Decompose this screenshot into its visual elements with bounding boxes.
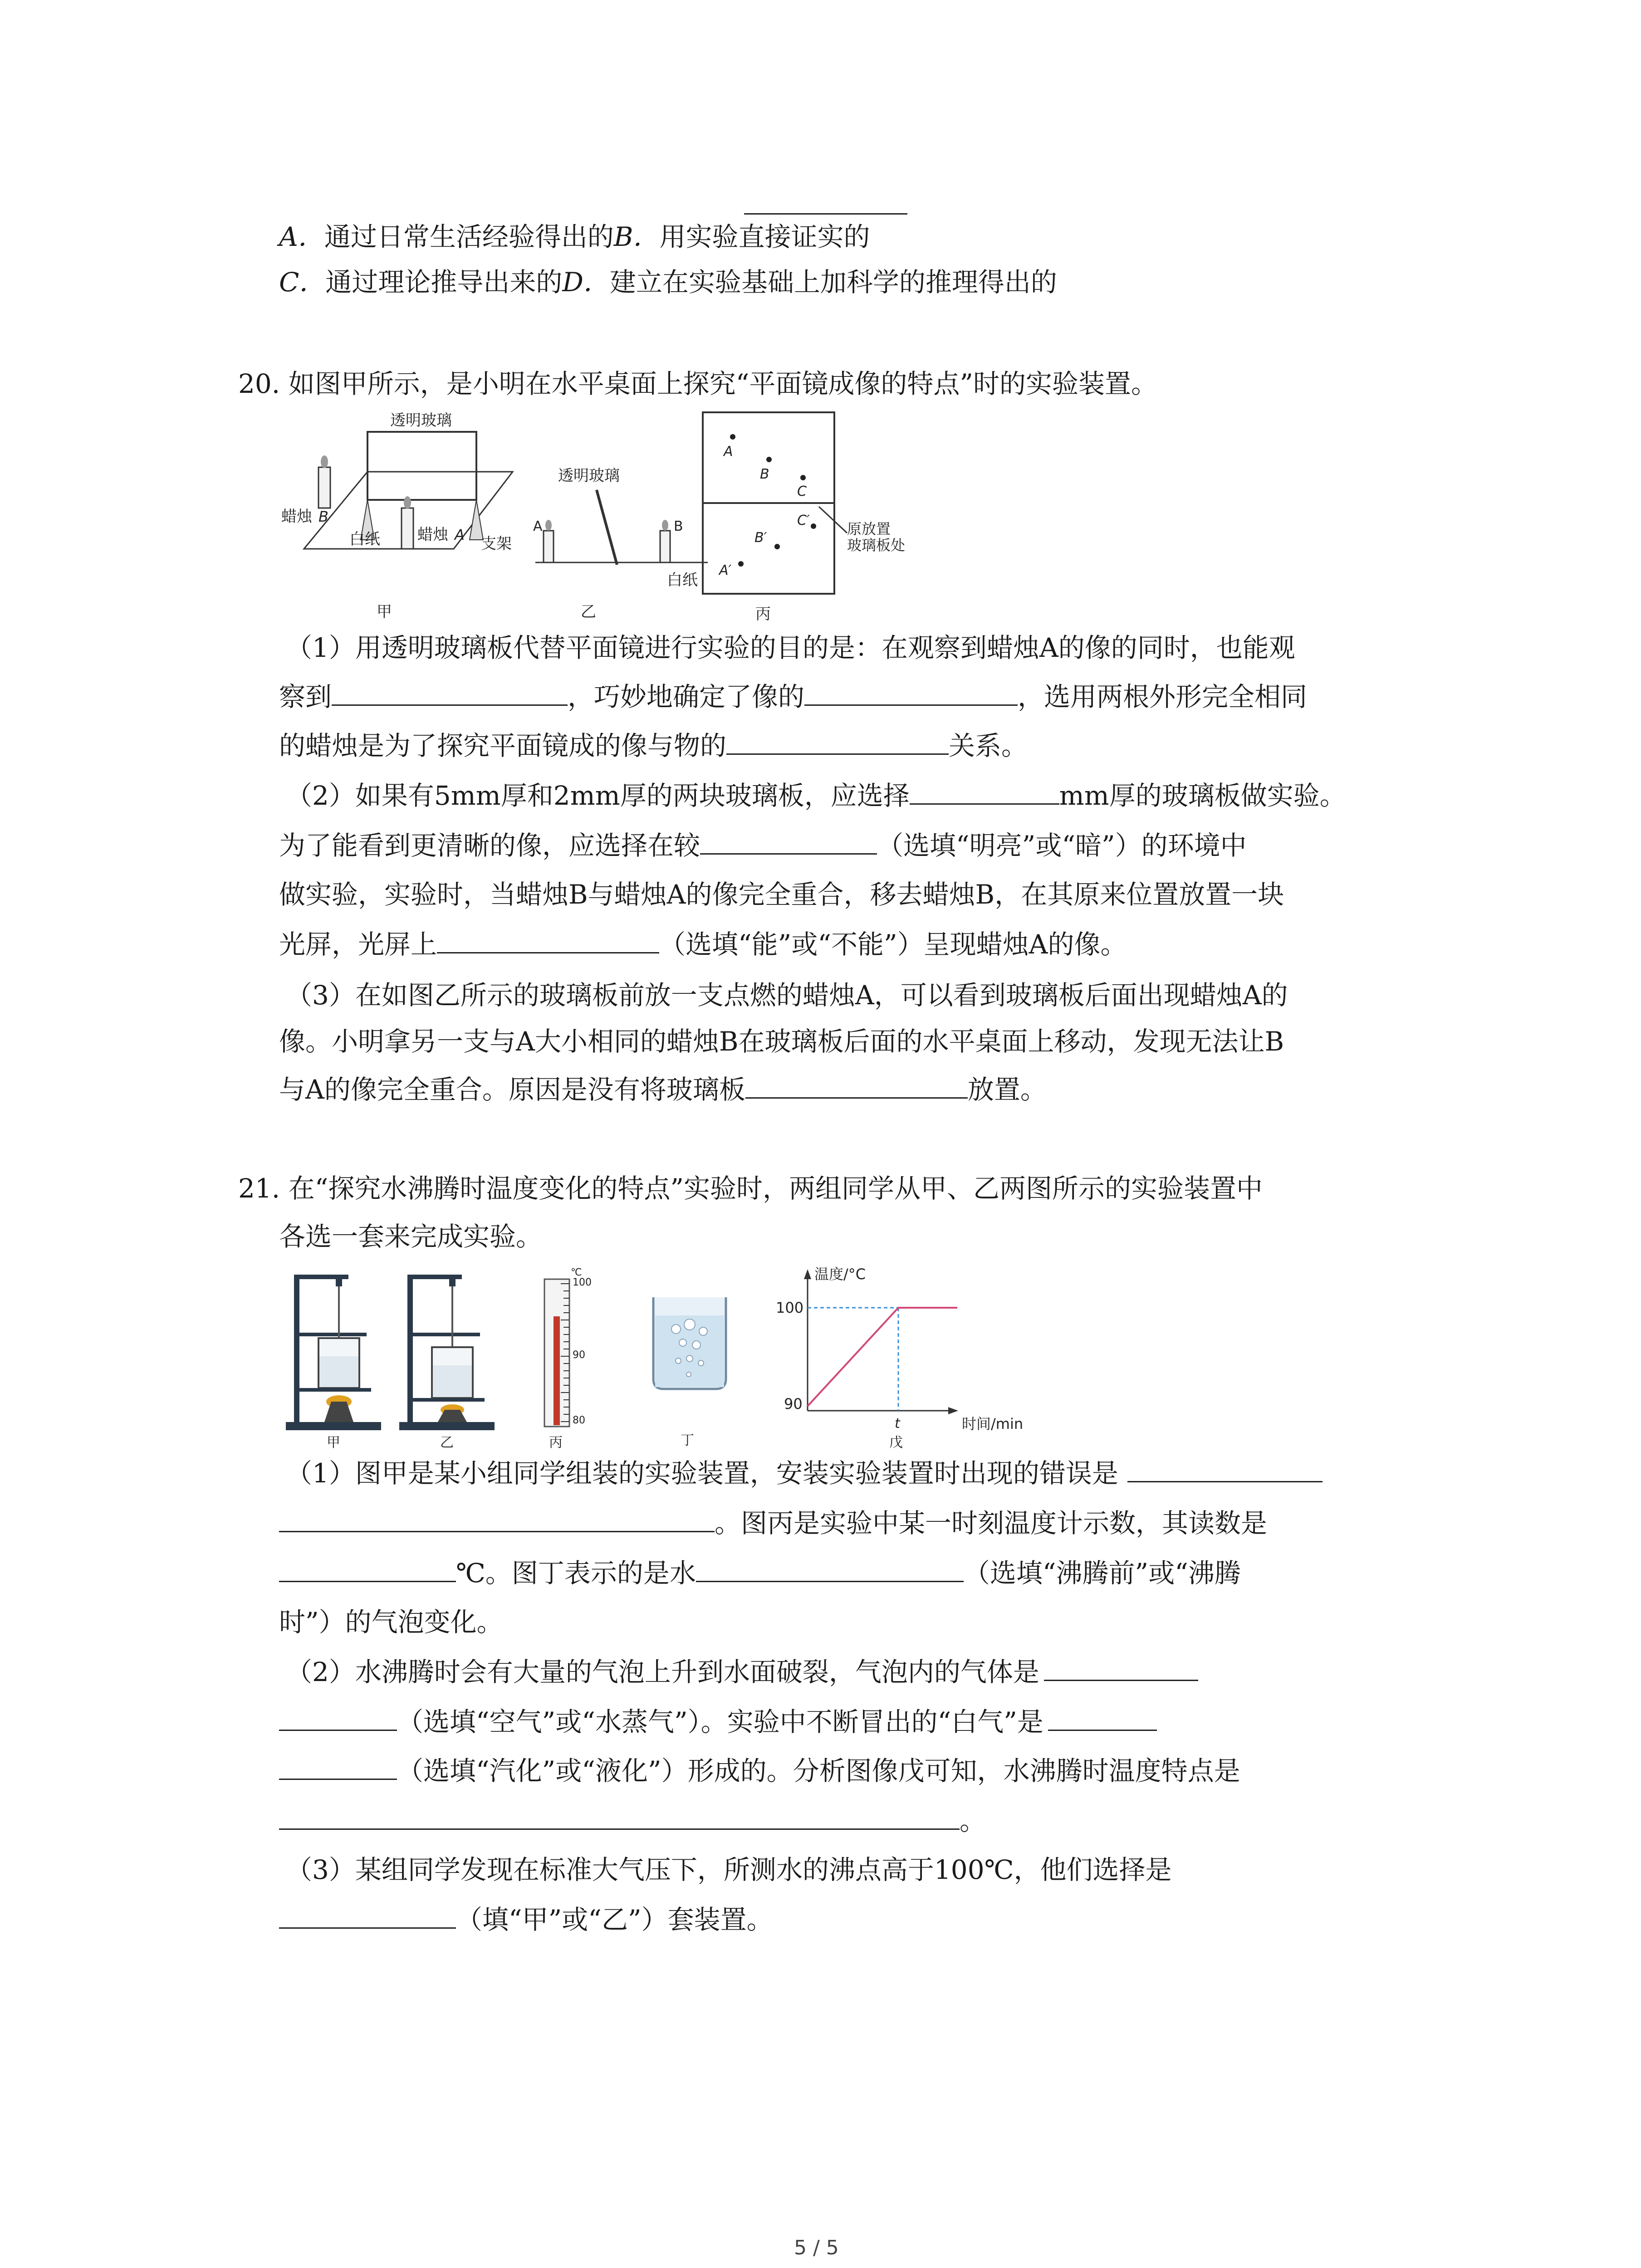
q20-stem — [238, 367, 1157, 400]
fig-label: 透明玻璃 — [558, 467, 620, 485]
text-span: （选填“沸腾前”或“沸腾 — [963, 1558, 1241, 1589]
text-span: （2）水沸腾时会有大量的气泡上升到水面破裂，气泡内的气体是 — [286, 1657, 1039, 1687]
text-span: mm厚的玻璃板做实验。 — [1059, 780, 1346, 811]
fig-caption: 丙 — [549, 1435, 563, 1451]
text-span: （2）如果有5mm厚和2mm厚的两块玻璃板，应选择 — [286, 780, 910, 811]
fig-caption: 丁 — [681, 1432, 694, 1448]
answer-blank[interactable] — [745, 1079, 968, 1099]
text-span: 放置。 — [967, 1074, 1047, 1105]
figure-bing-thermometer — [535, 1266, 617, 1452]
fig-label: B — [674, 518, 683, 534]
fig-label: A — [533, 518, 543, 534]
q20-part1-line2 — [279, 680, 1307, 713]
text-span: ，选用两根外形完全相同 — [1018, 681, 1308, 712]
fig-label: 白纸 — [667, 571, 698, 589]
option-c-text: 通过理论推导出来的 — [325, 267, 563, 298]
fig-caption: 甲 — [377, 603, 392, 621]
question-number: 21. — [238, 1173, 280, 1204]
fig-caption: 戊 — [889, 1435, 903, 1451]
fig-label: 支架 — [481, 535, 512, 553]
answer-blank[interactable] — [332, 686, 568, 706]
fig-caption: 丙 — [755, 605, 771, 623]
question-stem: 在“探究水沸腾时温度变化的特点”实验时，两组同学从甲、乙两图所示的实验装置中 — [288, 1173, 1263, 1204]
option-c-label: C． — [279, 267, 326, 298]
point-label: A′ — [719, 562, 732, 578]
q21-stem-line1 — [238, 1172, 1263, 1205]
q21-part1-line1 — [286, 1457, 1323, 1490]
fig-label: A — [455, 526, 465, 543]
text-span: 的蜡烛是为了探究平面镜成的像与物的 — [279, 730, 727, 761]
option-b-label: B． — [613, 221, 660, 252]
option-d-label: D． — [562, 267, 610, 298]
page-number: 5 / 5 — [794, 2236, 839, 2259]
fig-label: B — [318, 508, 328, 525]
text-span: 关系。 — [949, 730, 1028, 761]
answer-blank[interactable] — [279, 1760, 397, 1780]
q20-part2-line3: 做实验，实验时，当蜡烛B与蜡烛A的像完全重合，移去蜡烛B，在其原来位置放置一块 — [279, 879, 1284, 910]
q21-part1-line4: 时”）的气泡变化。 — [279, 1607, 503, 1637]
point-label: C′ — [797, 513, 810, 528]
text-span: 与A的像完全重合。原因是没有将玻璃板 — [279, 1074, 745, 1105]
q20-part3-line2: 像。小明拿另一支与A大小相同的蜡烛B在玻璃板后面的水平桌面上移动，发现无法让B — [279, 1026, 1284, 1057]
tick-label: 90 — [784, 1395, 803, 1413]
fig-label: 透明玻璃 — [390, 411, 452, 430]
figure-wu-temperature-graph — [762, 1261, 1071, 1452]
text-span: 光屏，光屏上 — [279, 929, 437, 960]
answer-blank[interactable] — [279, 1909, 456, 1929]
text-span: ，巧妙地确定了像的 — [568, 681, 805, 712]
answer-blank[interactable] — [700, 835, 877, 855]
text-span: 为了能看到更清晰的像，应选择在较 — [279, 830, 700, 861]
q21-part2-line1 — [286, 1656, 1198, 1688]
q20-part1-line1: （1）用透明玻璃板代替平面镜进行实验的目的是：在观察到蜡烛A的像的同时，也能观 — [286, 632, 1295, 663]
text-span: （1）图甲是某小组同学组装的实验装置，安装实验装置时出现的错误是 — [286, 1458, 1118, 1489]
q20-part2-line4 — [279, 928, 1127, 961]
q21-part1-line2 — [279, 1507, 1267, 1540]
q21-stem-line2: 各选一套来完成实验。 — [279, 1221, 543, 1252]
option-d-text: 建立在实验基础上加科学的推理得出的 — [609, 267, 1057, 298]
q19-option-row-2 — [279, 266, 1057, 298]
answer-blank[interactable] — [279, 1563, 456, 1582]
figure-ding-bubbles — [644, 1288, 735, 1452]
fig-caption: 甲 — [327, 1435, 340, 1451]
fig-label: 蜡烛 — [281, 508, 312, 526]
fig-label: 白纸 — [349, 530, 380, 548]
answer-blank-q19[interactable] — [744, 195, 907, 215]
point-label: C — [797, 484, 807, 499]
q20-part3-line3 — [279, 1073, 1047, 1106]
answer-blank[interactable] — [1044, 1662, 1198, 1681]
q20-part3-line1: （3）在如图乙所示的玻璃板前放一支点燃的蜡烛A，可以看到玻璃板后面出现蜡烛A的 — [286, 980, 1288, 1011]
answer-blank[interactable] — [696, 1563, 964, 1582]
option-a-label: A． — [279, 221, 324, 252]
text-span: 。图丙是实验中某一时刻温度计示数，其读数是 — [715, 1508, 1268, 1539]
figure-jia-mirror-setup — [277, 408, 531, 626]
text-span: （选填“汽化”或“液化”）形成的。分析图像戊可知，水沸腾时温度特点是 — [397, 1755, 1240, 1786]
text-span: 察到 — [279, 681, 332, 712]
answer-blank[interactable] — [279, 1711, 397, 1731]
q20-part2-line1 — [286, 779, 1346, 812]
answer-blank[interactable] — [804, 686, 1018, 706]
tick-label: t — [895, 1416, 900, 1432]
text-span: （选填“空气”或“水蒸气”）。实验中不断冒出的“白气”是 — [397, 1706, 1043, 1737]
question-stem: 如图甲所示，是小明在水平桌面上探究“平面镜成像的特点”时的实验装置。 — [288, 368, 1157, 399]
point-label: A — [724, 444, 733, 459]
q21-part3-line2 — [279, 1903, 773, 1936]
answer-blank[interactable] — [1048, 1711, 1157, 1731]
q20-part2-line2 — [279, 829, 1247, 862]
answer-blank[interactable] — [279, 1810, 960, 1830]
option-b-text: 用实验直接证实的 — [659, 221, 870, 252]
option-a-text: 通过日常生活经验得出的 — [324, 221, 614, 252]
fig-caption: 乙 — [581, 603, 596, 621]
text-span: （填“甲”或“乙”）套装置。 — [456, 1904, 773, 1935]
answer-blank[interactable] — [1127, 1463, 1323, 1482]
tick-label: 80 — [573, 1415, 585, 1426]
q21-part3-line1: （3）某组同学发现在标准大气压下，所测水的沸点高于100℃，他们选择是 — [286, 1854, 1172, 1885]
figure-yi-side-view — [531, 454, 712, 626]
text-span: 。 — [960, 1805, 986, 1836]
figure-boiling-apparatus — [277, 1266, 531, 1452]
y-axis-label: 温度/°C — [814, 1266, 866, 1283]
text-span: （选填“明亮”或“暗”）的环境中 — [877, 830, 1247, 861]
q21-part1-line3 — [279, 1557, 1241, 1589]
fig-label: 蜡烛 — [417, 526, 448, 544]
fig-caption: 乙 — [440, 1435, 454, 1451]
q19-option-row-1 — [279, 220, 870, 253]
q21-part2-line4 — [279, 1804, 986, 1837]
answer-blank[interactable] — [279, 1513, 715, 1532]
text-span: ℃。图丁表示的是水 — [456, 1558, 696, 1589]
answer-blank[interactable] — [910, 785, 1059, 805]
question-number: 20. — [238, 368, 280, 399]
fig-label: 原放置 — [847, 520, 891, 538]
fig-label: 玻璃板处 — [847, 537, 906, 554]
tick-label: 90 — [573, 1349, 585, 1361]
point-label: B′ — [754, 530, 767, 546]
answer-blank[interactable] — [437, 934, 659, 953]
tick-label: 100 — [776, 1299, 804, 1316]
figure-bing-point-plot — [701, 411, 991, 626]
q20-part1-line3 — [279, 729, 1028, 762]
tick-label: 100 — [573, 1277, 592, 1288]
unit-label: ℃ — [571, 1267, 582, 1278]
text-span: （选填“能”或“不能”）呈现蜡烛A的像。 — [659, 929, 1127, 960]
answer-blank[interactable] — [726, 735, 949, 755]
x-axis-label: 时间/min — [962, 1415, 1024, 1432]
q21-part2-line2 — [279, 1706, 1157, 1738]
q21-part2-line3 — [279, 1755, 1240, 1787]
point-label: B — [760, 466, 769, 482]
